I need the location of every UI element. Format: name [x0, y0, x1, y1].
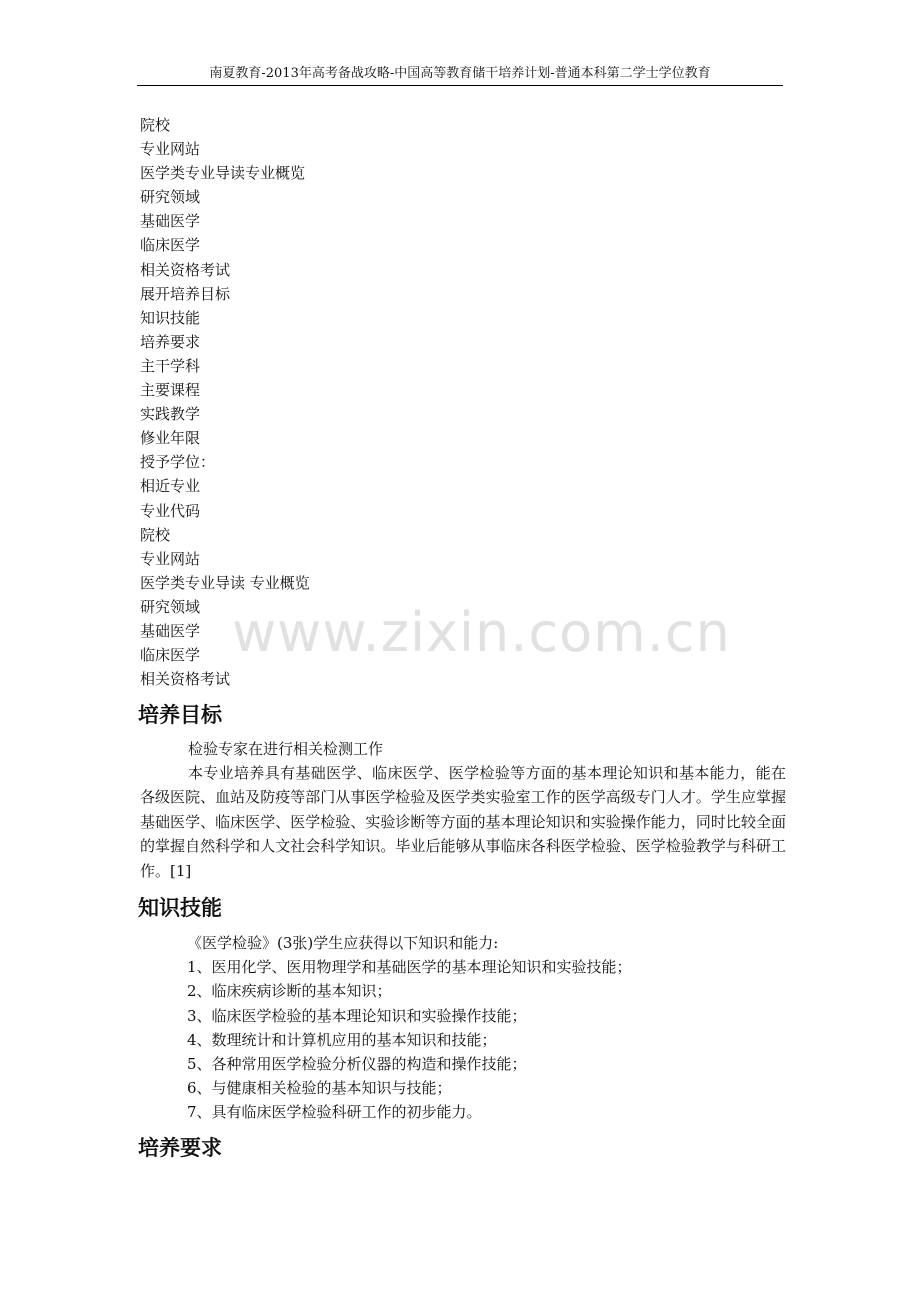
section-heading-goals: 培养目标 [138, 703, 222, 727]
section-heading-skills: 知识技能 [138, 896, 222, 920]
toc-item: 主干学科 [140, 356, 201, 375]
goals-paragraph: 本专业培养具有基础医学、临床医学、医学检验等方面的基本理论知识和基本能力，能在各级医院、血站及防疫等部门从事医学检验及医学类实验室工作的医学高级专门人才。学生应掌握基础医学、临床医学、医学检验、实验诊断等方面的基本理论知识和实验操作能力，同时比较全面的掌握自然科学和人文社会科学知识。毕业后能够从事临床各科医学检验、医学检验教学与科研工作。[1] [140, 764, 786, 880]
watermark: www.zixin.com.cn [232, 601, 731, 664]
toc-item: 主要课程 [140, 381, 201, 400]
page-header: 南夏教育-2013年高考备战攻略-中国高等教育储干培养计划-普通本科第二学士学位教育 [209, 66, 711, 81]
list-item: 4、数理统计和计算机应用的基本知识和技能； [187, 1030, 497, 1049]
list-item: 5、各种常用医学检验分析仪器的构造和操作技能； [187, 1054, 527, 1073]
toc-item: 实践教学 [140, 405, 201, 424]
toc-item: 专业网站 [140, 140, 201, 159]
toc-item: 医学类专业导读 专业概览 [140, 573, 310, 592]
toc-item: 专业代码 [140, 501, 201, 520]
list-item: 6、与健康相关检验的基本知识与技能； [187, 1079, 452, 1098]
toc-item: 知识技能 [140, 308, 201, 327]
header-rule [137, 85, 783, 86]
toc-item: 临床医学 [140, 646, 201, 665]
toc-item: 相关资格考试 [140, 670, 231, 689]
list-item: 《医学检验》(3张)学生应获得以下知识和能力: [187, 934, 499, 952]
toc-item: 展开培养目标 [140, 284, 231, 303]
toc-item: 培养要求 [140, 332, 201, 351]
toc-item: 院校 [140, 116, 171, 134]
toc-item: 研究领域 [140, 597, 201, 616]
toc-item: 专业网站 [140, 549, 201, 568]
skills-list [187, 931, 632, 1125]
toc-item: 医学类专业导读专业概览 [140, 164, 306, 183]
image-caption: 检验专家在进行相关检测工作 [188, 740, 384, 758]
toc-item: 院校 [140, 525, 171, 544]
list-item: 2、临床疾病诊断的基本知识； [187, 982, 392, 1001]
list-item: 1、医用化学、医用物理学和基础医学的基本理论知识和实验技能； [187, 958, 632, 977]
toc-item: 授予学位： [140, 453, 216, 472]
list-item: 3、临床医学检验的基本理论知识和实验操作技能； [187, 1006, 527, 1025]
toc-item: 修业年限 [140, 429, 201, 448]
list-item: 7、具有临床医学检验科研工作的初步能力。 [187, 1103, 482, 1122]
toc-item: 相近专业 [140, 477, 201, 496]
toc-item: 相关资格考试 [140, 260, 231, 279]
toc-list [140, 113, 310, 691]
section-heading-requirements: 培养要求 [138, 1136, 222, 1160]
toc-item: 研究领域 [140, 188, 201, 207]
toc-item: 基础医学 [140, 621, 201, 640]
toc-item: 基础医学 [140, 212, 201, 231]
toc-item: 临床医学 [140, 236, 201, 255]
